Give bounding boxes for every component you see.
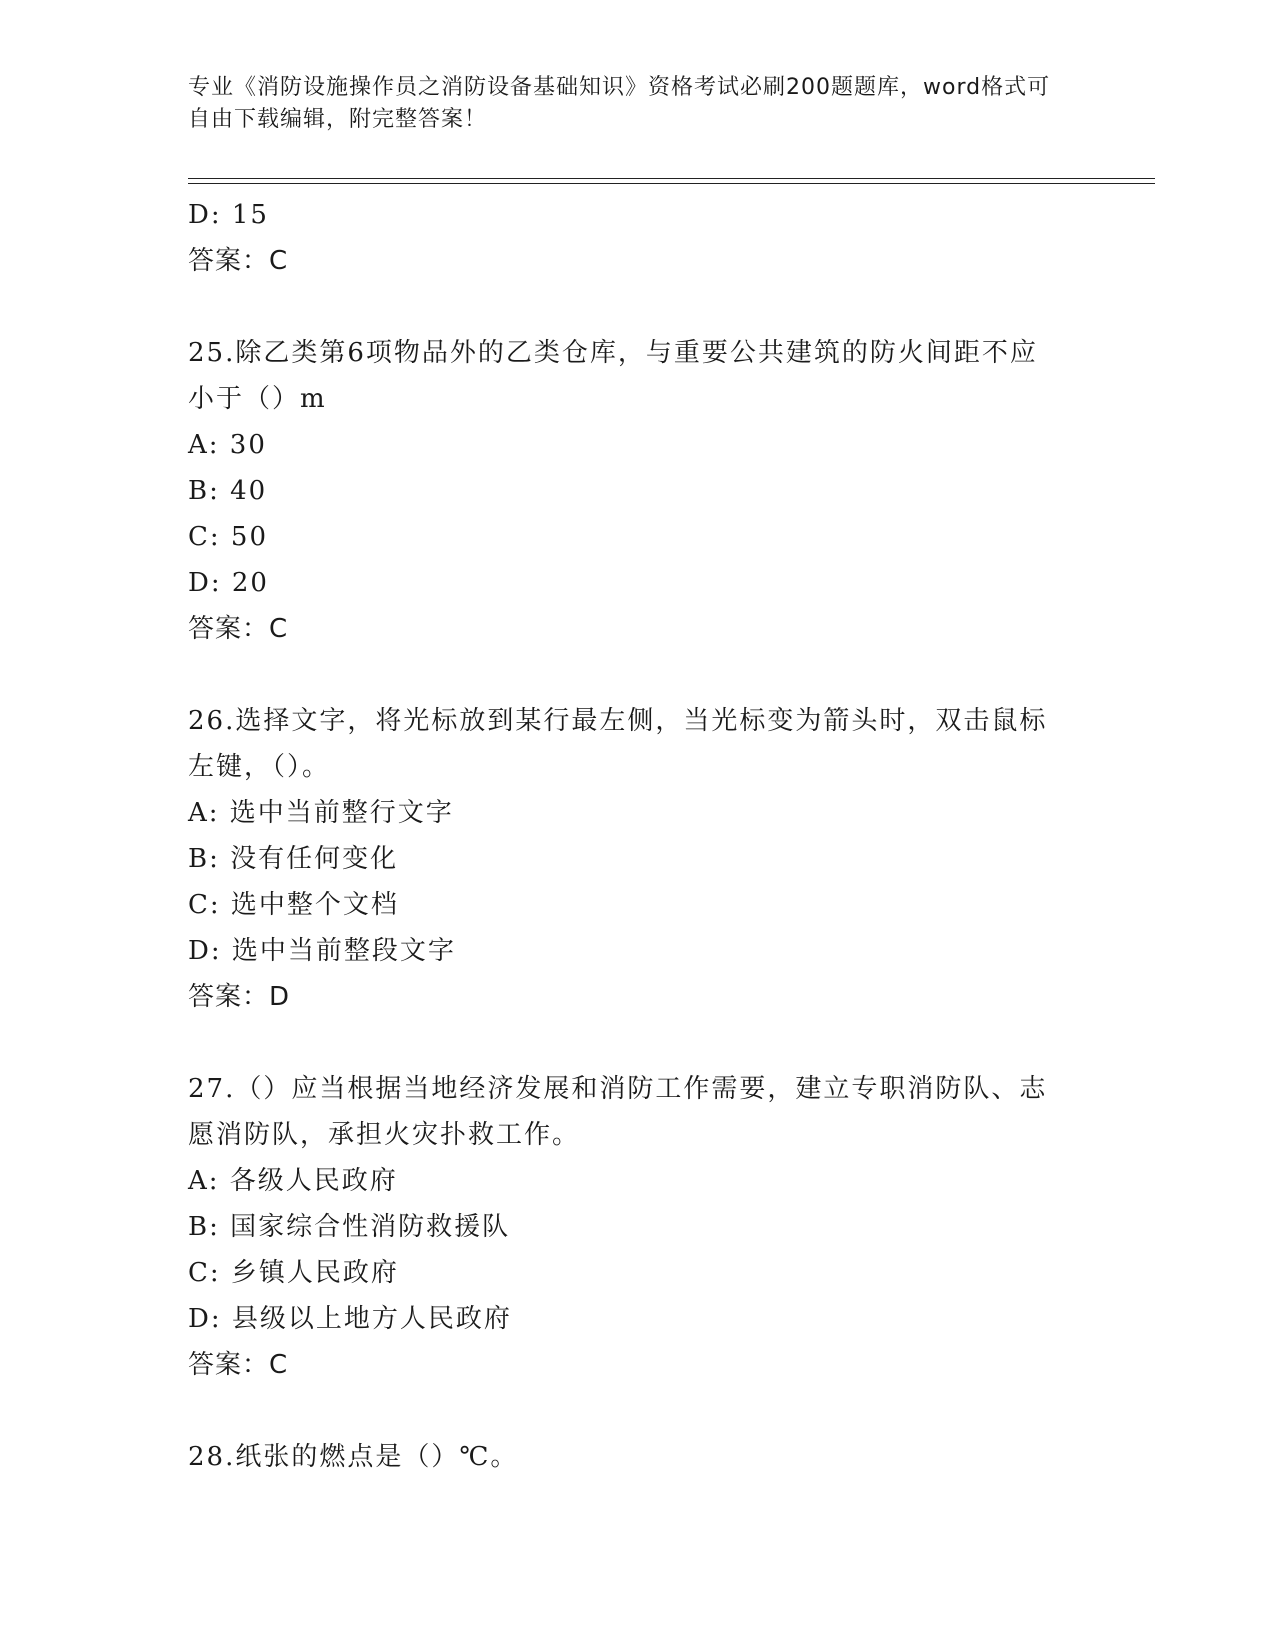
option-a: A: 选中当前整行文字 xyxy=(188,798,454,828)
document-header xyxy=(188,72,1068,136)
option-c: C: 选中整个文档 xyxy=(188,890,399,920)
spacer xyxy=(188,1020,1088,1066)
option-b: B: 40 xyxy=(188,476,268,506)
question-26 xyxy=(188,698,1088,1020)
spacer xyxy=(188,1388,1088,1434)
option-d: D: 15 xyxy=(188,200,269,230)
option-c: C: 乡镇人民政府 xyxy=(188,1258,399,1288)
spacer xyxy=(188,284,1088,330)
option-c: C: 50 xyxy=(188,522,269,552)
question-stem: 25.除乙类第6项物品外的乙类仓库，与重要公共建筑的防火间距不应 xyxy=(188,338,1038,368)
question-stem: 28.纸张的燃点是（）℃。 xyxy=(188,1442,519,1472)
question-28 xyxy=(188,1434,1088,1480)
question-stem: 26.选择文字，将光标放到某行最左侧，当光标变为箭头时，双击鼠标 xyxy=(188,706,1048,736)
question-25 xyxy=(188,330,1088,652)
question-27 xyxy=(188,1066,1088,1388)
answer: 答案：C xyxy=(188,246,289,276)
question-stem-cont: 左键，（）。 xyxy=(188,752,331,782)
answer: 答案：C xyxy=(188,1350,289,1380)
question-stem: 27.（）应当根据当地经济发展和消防工作需要，建立专职消防队、志 xyxy=(188,1074,1048,1104)
question-stem-cont: 愿消防队，承担火灾扑救工作。 xyxy=(188,1120,581,1150)
option-d: D: 县级以上地方人民政府 xyxy=(188,1304,512,1334)
header-rule-bottom xyxy=(188,183,1155,184)
option-a: A: 30 xyxy=(188,430,267,460)
option-d: D: 20 xyxy=(188,568,269,598)
document-body xyxy=(188,192,1088,1480)
header-rule-top xyxy=(188,178,1155,179)
answer: 答案：D xyxy=(188,982,291,1012)
answer: 答案：C xyxy=(188,614,289,644)
option-d: D: 选中当前整段文字 xyxy=(188,936,456,966)
option-b: B: 国家综合性消防救援队 xyxy=(188,1212,511,1242)
header-text: 专业《消防设施操作员之消防设备基础知识》资格考试必刷200题题库，word格式可自由下载编辑，附完整答案！ xyxy=(188,75,1051,132)
option-a: A: 各级人民政府 xyxy=(188,1166,398,1196)
option-b: B: 没有任何变化 xyxy=(188,844,399,874)
question-stem-cont: 小于（）m xyxy=(188,384,327,414)
spacer xyxy=(188,652,1088,698)
